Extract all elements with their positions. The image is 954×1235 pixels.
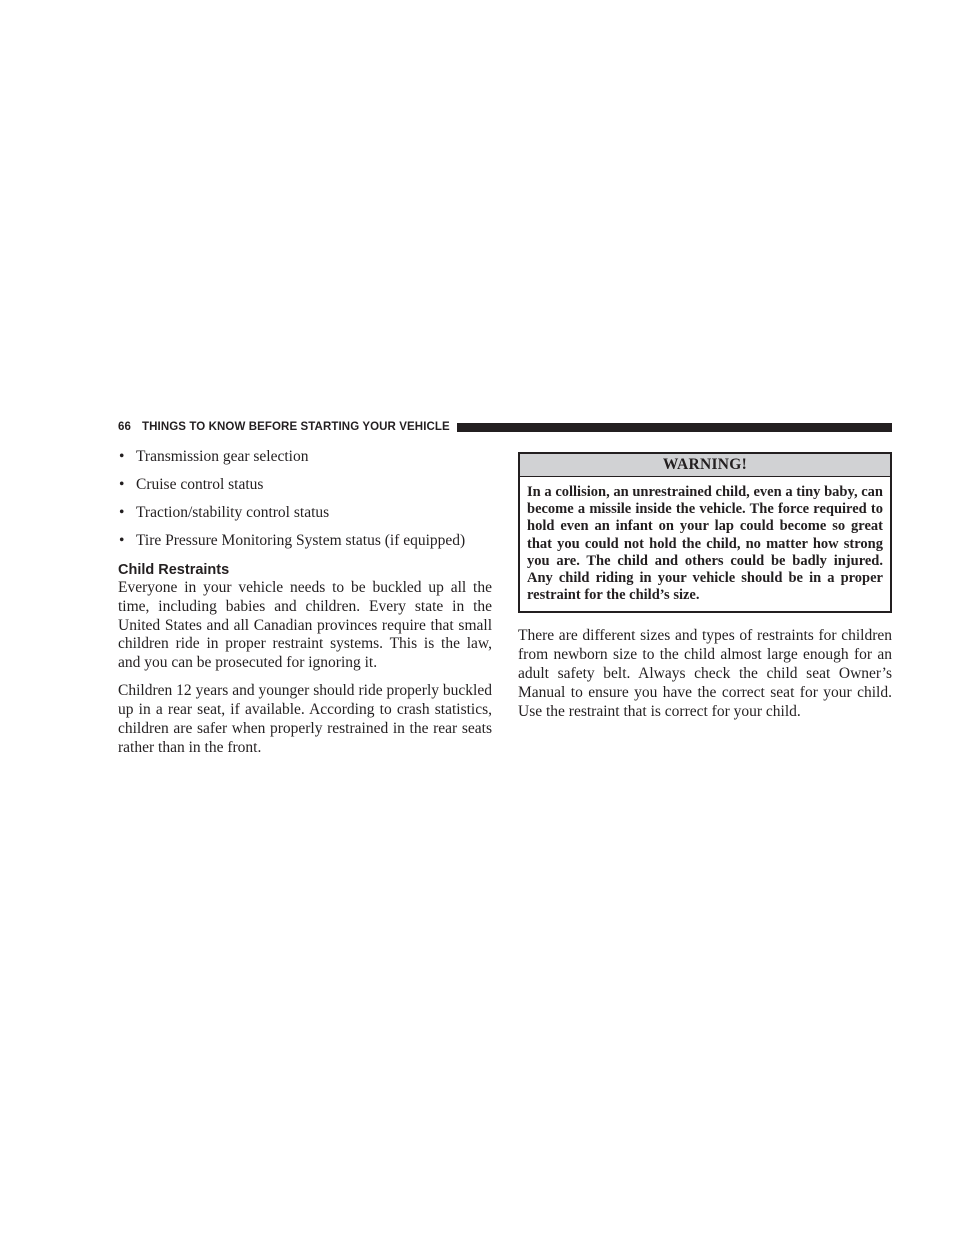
list-item	[118, 504, 492, 523]
page-header	[118, 419, 892, 435]
list-item	[118, 448, 492, 467]
bullet-icon: •	[119, 503, 125, 521]
body-paragraph: Everyone in your vehicle needs to be buckled up all the time, including babies and children. Every state in the United States and all Canadian provinces require that small children ride in proper restraint systems. This is the law, and you can be prosecuted for ignoring it.	[118, 578, 492, 672]
list-item-text: Transmission gear selection	[136, 448, 309, 465]
list-item	[118, 532, 492, 551]
warning-box	[518, 452, 892, 613]
list-item-text: Tire Pressure Monitoring System status (if equipped)	[136, 531, 466, 549]
list-item	[118, 476, 492, 495]
section-heading: Child Restraints	[118, 561, 230, 578]
chapter-title: THINGS TO KNOW BEFORE STARTING YOUR VEHICLE	[142, 421, 450, 433]
bullet-icon: •	[119, 448, 125, 465]
list-item-text: Traction/stability control status	[136, 503, 330, 521]
page-number: 66	[118, 421, 131, 433]
warning-title: WARNING!	[520, 454, 890, 477]
bullet-icon: •	[119, 531, 125, 549]
status-bullet-list	[118, 448, 492, 551]
body-paragraph: Children 12 years and younger should ride properly buckled up in a rear seat, if available. According to crash statistics, children are safer when properly restrained in the rear seats rather than in the front.	[118, 682, 492, 756]
header-rule	[457, 423, 892, 432]
left-column	[118, 448, 492, 767]
list-item-text: Cruise control status	[136, 475, 264, 493]
body-paragraph: There are different sizes and types of restraints for children from newborn size to the child almost large enough for an adult safety belt. Always check the child seat Owner’s Manual to ensure you have the correct seat for your child. Use the restraint that is correct for your child.	[518, 627, 892, 720]
warning-text: In a collision, an unrestrained child, even a tiny baby, can become a missile inside the vehicle. The force required to hold even an infant on your lap could become so great that you could not hold the child, no matter how strong you are. The child and others could be badly injured. Any child riding in your vehicle should be in a proper restraint for the child’s size.	[527, 484, 883, 604]
bullet-icon: •	[119, 475, 125, 493]
right-column	[518, 452, 892, 731]
